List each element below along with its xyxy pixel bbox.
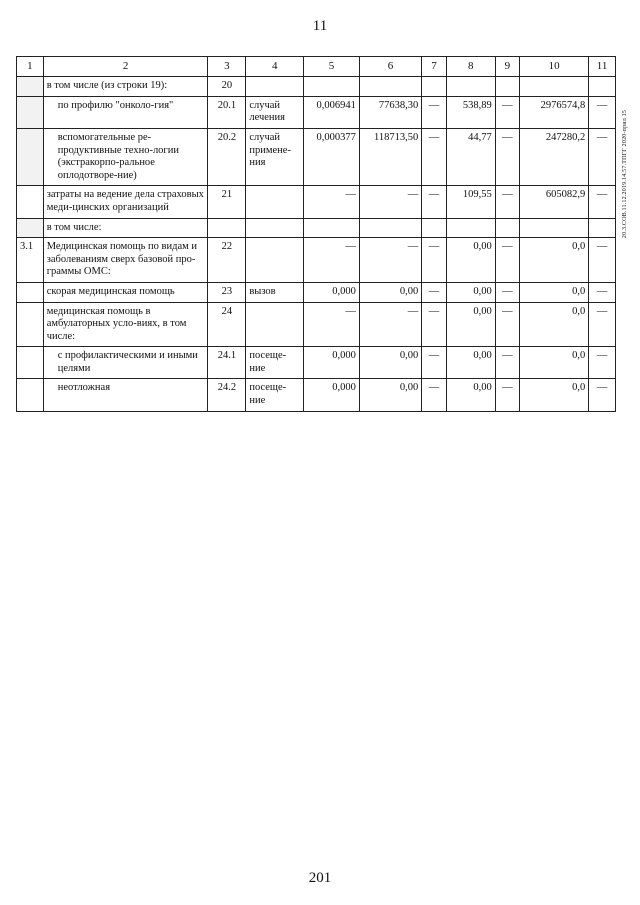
table-cell-c8: 0,00 [446,238,495,283]
table-cell-c8: 109,55 [446,186,495,218]
table-cell-c7: — [422,282,446,302]
table-cell-c4 [246,218,304,238]
table-cell-c10: 0,0 [520,347,589,379]
table-cell-c11: — [589,379,616,411]
table-cell-c7: — [422,128,446,185]
table-cell-c6: — [359,186,421,218]
table-cell-c2: Медицинская помощь по видам и заболеваниям сверх базовой про-граммы ОМС: [43,238,208,283]
header-cell: 11 [589,57,616,77]
table-cell-c9: — [495,238,519,283]
table-cell-c7 [422,77,446,97]
table-cell-c10: 0,0 [520,238,589,283]
table-cell-c5: 0,000 [304,282,360,302]
table-cell-c2: в том числе (из строки 19): [43,77,208,97]
table-row [17,77,616,97]
table-cell-c10 [520,77,589,97]
table-cell-c5: — [304,302,360,347]
header-cell: 9 [495,57,519,77]
data-table [16,56,616,412]
table-cell-c2: неотложная [43,379,208,411]
table-cell-c4 [246,77,304,97]
table-cell-c3: 23 [208,282,246,302]
table-cell-c1 [17,77,44,97]
table-cell-c4 [246,238,304,283]
table-cell-c10: 605082,9 [520,186,589,218]
table-cell-c4 [246,186,304,218]
table-cell-c2: скорая медицинская помощь [43,282,208,302]
table-cell-c11: — [589,128,616,185]
table-cell-c1 [17,218,44,238]
table-cell-c1 [17,302,44,347]
table-cell-c3: 22 [208,238,246,283]
table-cell-c7: — [422,347,446,379]
table-row [17,186,616,218]
table-cell-c7: — [422,302,446,347]
table-cell-c10: 0,0 [520,302,589,347]
table-cell-c4 [246,302,304,347]
table-cell-c7: — [422,379,446,411]
table-cell-c10: 0,0 [520,379,589,411]
table-cell-c9: — [495,282,519,302]
table-cell-c5 [304,218,360,238]
table-cell-c1 [17,186,44,218]
table-cell-c10: 2976574,8 [520,96,589,128]
table-cell-c8: 44,77 [446,128,495,185]
table-cell-c3: 20.2 [208,128,246,185]
table-cell-c2: медицинская помощь в амбулаторных усло-виях, в том числе: [43,302,208,347]
header-cell: 7 [422,57,446,77]
table-cell-c10: 247280,2 [520,128,589,185]
table-cell-c10 [520,218,589,238]
table-cell-c7: — [422,186,446,218]
table-cell-c9 [495,218,519,238]
table-cell-c6: 0,00 [359,379,421,411]
table-cell-c11: — [589,282,616,302]
table-cell-c11: — [589,302,616,347]
table-cell-c10: 0,0 [520,282,589,302]
table-cell-c2: с профилактическими и иными целями [43,347,208,379]
table-cell-c3: 24.1 [208,347,246,379]
table-cell-c11: — [589,347,616,379]
table-row [17,238,616,283]
table-cell-c6: 0,00 [359,347,421,379]
page-number-top: 11 [312,18,328,34]
table-cell-c9: — [495,96,519,128]
table-cell-c9: — [495,347,519,379]
header-cell: 6 [359,57,421,77]
table-cell-c9: — [495,302,519,347]
page-number-bottom: 201 [308,870,332,886]
table-cell-c4: случай лечения [246,96,304,128]
table-cell-c9: — [495,379,519,411]
table-cell-c8: 0,00 [446,302,495,347]
table-cell-c6: — [359,302,421,347]
table-cell-c6: 77638,30 [359,96,421,128]
table-cell-c2: затраты на ведение дела страховых меди-цинских организаций [43,186,208,218]
header-cell: 4 [246,57,304,77]
table-cell-c3: 20 [208,77,246,97]
header-cell: 10 [520,57,589,77]
table-cell-c6: 118713,50 [359,128,421,185]
table-cell-c8: 538,89 [446,96,495,128]
table-cell-c8: 0,00 [446,282,495,302]
table-cell-c5: — [304,186,360,218]
table-cell-c3: 24 [208,302,246,347]
table-cell-c1 [17,96,44,128]
table-cell-c5: — [304,238,360,283]
table-cell-c1 [17,379,44,411]
table-cell-c9: — [495,186,519,218]
table-cell-c8: 0,00 [446,379,495,411]
table-cell-c5: 0,000 [304,347,360,379]
table-cell-c3: 21 [208,186,246,218]
table-cell-c2: в том числе: [43,218,208,238]
header-cell: 1 [17,57,44,77]
table-cell-c8: 0,00 [446,347,495,379]
table-cell-c2: вспомогательные ре-продуктивные техно-логии (экстракорпо-ральное оплодотворе-ние) [43,128,208,185]
table-cell-c6 [359,218,421,238]
table-cell-c7: — [422,238,446,283]
table-cell-c8 [446,218,495,238]
table-cell-c11 [589,77,616,97]
table-cell-c4: посеще-ние [246,347,304,379]
table-cell-c11: — [589,238,616,283]
table-cell-c5: 0,000 [304,379,360,411]
table-row [17,128,616,185]
document-code-note: 20.3.СОВ.11.12.2019.14.57.ТПГГ 2020-прил 15 [622,110,628,239]
table-cell-c3: 24.2 [208,379,246,411]
table-cell-c1 [17,347,44,379]
table-cell-c9 [495,77,519,97]
header-cell: 5 [304,57,360,77]
table-row [17,218,616,238]
table-row [17,282,616,302]
table-cell-c11: — [589,186,616,218]
table-cell-c9: — [495,128,519,185]
table-cell-c1: 3.1 [17,238,44,283]
table-cell-c8 [446,77,495,97]
table-cell-c2: по профилю "онколо-гия" [43,96,208,128]
table-row [17,302,616,347]
table-cell-c6 [359,77,421,97]
table-cell-c4: случай примене-ния [246,128,304,185]
table-cell-c3: 20.1 [208,96,246,128]
header-cell: 2 [43,57,208,77]
table-cell-c5: 0,006941 [304,96,360,128]
table-cell-c1 [17,282,44,302]
table-cell-c6: — [359,238,421,283]
table-row [17,347,616,379]
table-cell-c7 [422,218,446,238]
table-cell-c3 [208,218,246,238]
table-cell-c1 [17,128,44,185]
table-cell-c7: — [422,96,446,128]
header-cell: 3 [208,57,246,77]
table-cell-c4: посеще-ние [246,379,304,411]
table-row [17,379,616,411]
table-cell-c5 [304,77,360,97]
table-cell-c4: вызов [246,282,304,302]
table-row [17,96,616,128]
table-cell-c6: 0,00 [359,282,421,302]
table-cell-c11: — [589,96,616,128]
table-cell-c11 [589,218,616,238]
header-cell: 8 [446,57,495,77]
header-row [17,57,616,77]
table-cell-c5: 0,000377 [304,128,360,185]
